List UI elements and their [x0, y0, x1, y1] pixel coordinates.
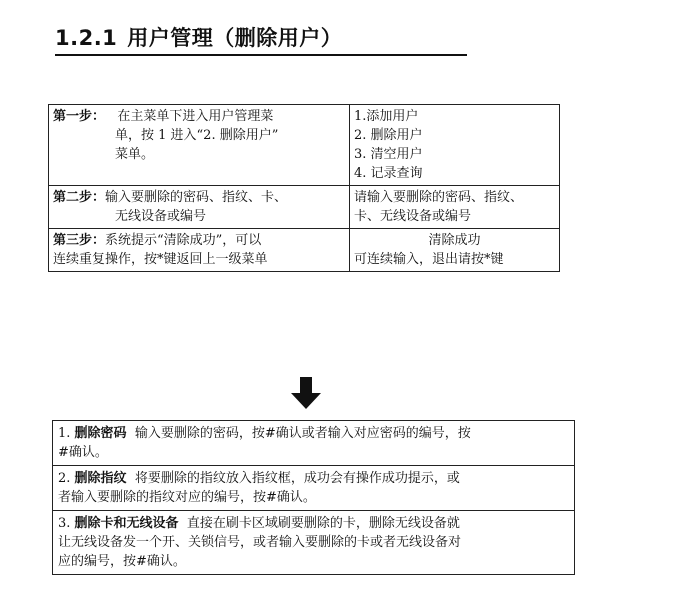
note-3-line: 直接在刷卡区域刷要删除的卡，删除无线设备就	[186, 516, 460, 531]
step-2-screen	[350, 186, 560, 229]
note-1-title: 删除密码	[74, 426, 127, 441]
menu-item-record-query: 4. 记录查询	[354, 166, 423, 181]
step-1-desc-line: 菜单。	[115, 147, 155, 162]
section-heading	[55, 22, 467, 56]
step-3-label: 第三步：	[53, 233, 106, 248]
note-delete-card-wireless	[53, 511, 575, 575]
step-3-description	[49, 229, 350, 272]
note-2-line: 将要删除的指纹放入指纹框，成功会有操作成功提示，或	[134, 471, 460, 486]
note-3-line: 应的编号，按#确认。	[58, 554, 186, 569]
menu-item-clear-users: 3. 清空用户	[354, 147, 423, 162]
section-number: 1.2.1	[55, 26, 118, 50]
note-3-line: 让无线设备发一个开、关锁信号，或者输入要删除的卡或者无线设备对	[58, 535, 462, 550]
step-row-1	[49, 105, 560, 186]
arrow-down-icon	[289, 376, 323, 410]
step-row-2	[49, 186, 560, 229]
note-1-line: 输入要删除的密码，按#确认或者输入对应密码的编号，按	[134, 426, 471, 441]
step-2-screen-line: 请输入要删除的密码、指纹、	[354, 190, 524, 205]
note-2-line: 者输入要删除的指纹对应的编号，按#确认。	[58, 490, 316, 505]
step-3-screen-line: 可连续输入，退出请按*键	[354, 252, 504, 267]
step-3-screen-line: 清除成功	[428, 233, 481, 248]
note-2-title: 删除指纹	[74, 471, 127, 486]
step-3-screen	[350, 229, 560, 272]
step-1-screen	[350, 105, 560, 186]
step-1-desc-line: 在主菜单下进入用户管理菜	[117, 109, 274, 124]
step-2-desc-line: 无线设备或编号	[115, 209, 207, 224]
step-2-screen-line: 卡、无线设备或编号	[354, 209, 472, 224]
note-delete-fingerprint	[53, 466, 575, 511]
step-2-label: 第二步：	[53, 190, 106, 205]
step-2-description	[49, 186, 350, 229]
note-row-1	[53, 421, 575, 466]
step-3-desc-line: 连续重复操作，按*键返回上一级菜单	[53, 252, 268, 267]
step-2-desc-line: 输入要删除的密码、指纹、卡、	[105, 190, 288, 205]
step-1-label: 第一步：	[53, 109, 106, 124]
note-delete-password	[53, 421, 575, 466]
step-row-3	[49, 229, 560, 272]
menu-item-delete-user: 2. 删除用户	[354, 128, 423, 143]
note-3-title: 删除卡和无线设备	[74, 516, 179, 531]
step-1-desc-line: 单，按 1 进入“2. 删除用户”	[115, 128, 279, 143]
menu-item-add-user: 1.添加用户	[354, 109, 419, 124]
note-2-prefix: 2.	[58, 471, 75, 486]
step-1-description	[49, 105, 350, 186]
step-3-desc-line: 系统提示“清除成功”，可以	[105, 233, 262, 248]
note-row-3	[53, 511, 575, 575]
note-1-line: #确认。	[58, 445, 108, 460]
steps-table	[48, 104, 560, 272]
section-title: 用户管理（删除用户）	[127, 26, 343, 50]
note-3-prefix: 3.	[58, 516, 75, 531]
instructions-table	[52, 420, 575, 575]
note-1-prefix: 1.	[58, 426, 75, 441]
note-row-2	[53, 466, 575, 511]
